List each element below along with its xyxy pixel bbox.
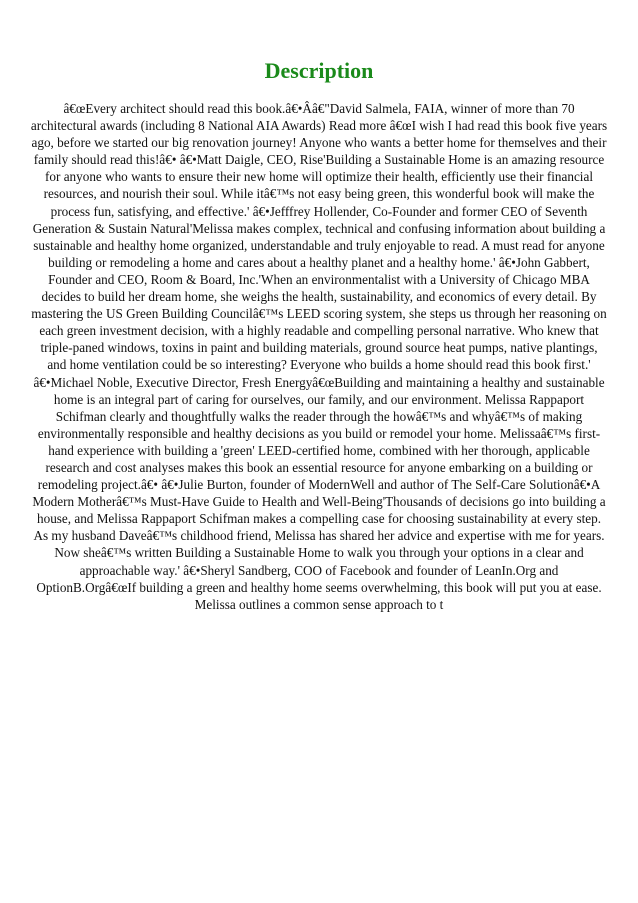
description-paragraph: â€œEvery architect should read this book.â€•Ââ€"David Salmela, FAIA, winner of more than 70 architectural awards (including 8 National AIA Awards) Read more â€œI wish I had read this book five years ago, before we started our big renovation journey! Anyone who wants a better home for themselves and their family should read this!â€• â€•Matt Daigle, CEO, Rise'Building a Sustainable Home is an amazing resource for anyone who wants to ensure their new home will optimize their health, efficiently use their financial resources, and nourish their soul. While itâ€™s not easy being green, this wonderful book will make the process fun, satisfying, and effective.' â€•Jefffrey Hollender, Co-Founder and former CEO of Seventh Generation & Sustain Natural'Melissa makes complex, technical and confusing information about building a sustainable and healthy home organized, understandable and truly enjoyable to read. A must read for anyone building or remodeling a home and cares about a healthy planet and a healthy home.' â€•John Gabbert, Founder and CEO, Room & Board, Inc.'When an environmentalist with a University of Chicago MBA decides to build her dream home, she weighs the health, sustainability, and economics of every detail. By mastering the US Green Building Councilâ€™s LEED scoring system, she steps us through her reasoning on each green investment decision, with a highly readable and compelling personal narrative. Who knew that triple-paned windows, toxins in paint and building materials, ground source heat pumps, native plantings, and home ventilation could be so interesting? Everyone who builds a home should read this book first.' â€•Michael Noble, Executive Director, Fresh Energyâ€œBuilding and maintaining a healthy and sustainable home is an integral part of caring for ourselves, our family, and our environment. Melissa Rappaport Schifman clearly and thoughtfully walks the reader through the howâ€™s and whyâ€™s of making environmentally responsible and healthy decisions as you build or remodel your home. Melissaâ€™s first-hand experience with building a 'green' LEED-certified home, combined with her thorough, applicable research and cost analyses makes this book an essential resource for anyone embarking on a building or remodeling project.â€• â€•Julie Burton, founder of ModernWell and author of The Self-Care Solutionâ€•A Modern Motherâ€™s Must-Have Guide to Health and Well-Being'Thousands of decisions go into building a house, and Melissa Rappaport Schifman makes a compelling case for choosing sustainability at every step. As my husband Daveâ€™s childhood friend, Melissa has shared her advice and expertise with me for years. Now sheâ€™s written Building a Sustainable Home to walk you through your options in a clear and approachable way.' â€•Sheryl Sandberg, COO of Facebook and founder of LeanIn.Org and OptionB.Orgâ€œIf building a green and healthy home seems overwhelming, this book will put you at ease. Melissa outlines a common sense approach to t: [30, 101, 608, 612]
page-title: Description: [264, 58, 374, 83]
